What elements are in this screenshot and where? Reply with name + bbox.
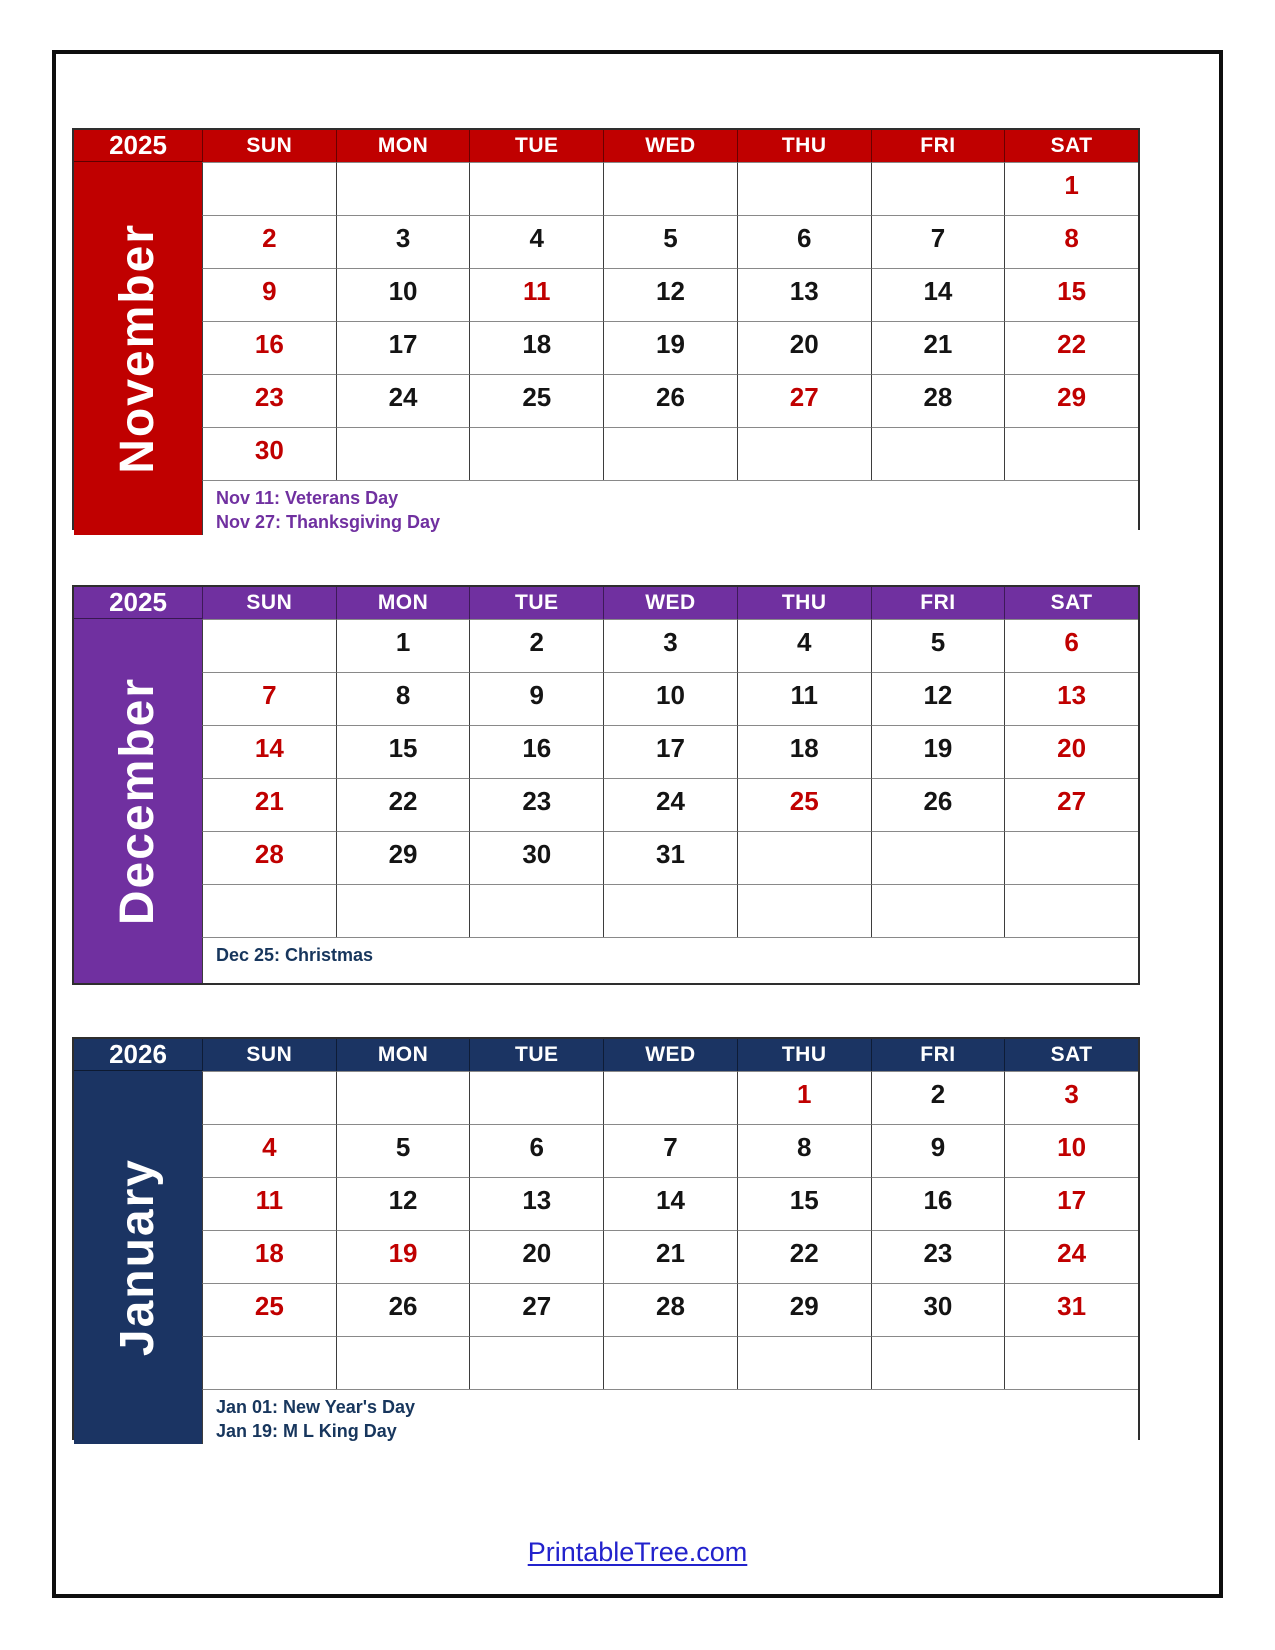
date-cell-december-2: 2 xyxy=(469,619,603,672)
day-header-fri: FRI xyxy=(871,130,1005,162)
empty-date-cell xyxy=(603,884,737,937)
date-cell-december-13: 13 xyxy=(1004,672,1138,725)
date-cell-january-17: 17 xyxy=(1004,1177,1138,1230)
date-cell-november-26: 26 xyxy=(603,374,737,427)
day-header-tue: TUE xyxy=(469,587,603,619)
date-cell-november-11: 11 xyxy=(469,268,603,321)
empty-date-cell xyxy=(737,162,871,215)
empty-date-cell xyxy=(336,1071,470,1124)
date-cell-december-12: 12 xyxy=(871,672,1005,725)
day-header-sun: SUN xyxy=(202,130,336,162)
empty-date-cell xyxy=(202,619,336,672)
date-cell-november-2: 2 xyxy=(202,215,336,268)
day-header-fri: FRI xyxy=(871,1039,1005,1071)
date-cell-january-27: 27 xyxy=(469,1283,603,1336)
date-cell-january-25: 25 xyxy=(202,1283,336,1336)
day-header-sat: SAT xyxy=(1004,130,1138,162)
day-header-fri: FRI xyxy=(871,587,1005,619)
month-band xyxy=(74,162,202,535)
date-cell-december-28: 28 xyxy=(202,831,336,884)
empty-date-cell xyxy=(469,162,603,215)
date-cell-december-14: 14 xyxy=(202,725,336,778)
date-cell-january-1: 1 xyxy=(737,1071,871,1124)
date-cell-december-23: 23 xyxy=(469,778,603,831)
date-cell-november-12: 12 xyxy=(603,268,737,321)
empty-date-cell xyxy=(469,1071,603,1124)
date-cell-december-11: 11 xyxy=(737,672,871,725)
empty-date-cell xyxy=(336,1336,470,1389)
date-cell-november-6: 6 xyxy=(737,215,871,268)
year-label: 2026 xyxy=(74,1039,202,1071)
date-cell-november-28: 28 xyxy=(871,374,1005,427)
month-band xyxy=(74,619,202,983)
date-cell-january-5: 5 xyxy=(336,1124,470,1177)
day-header-mon: MON xyxy=(336,130,470,162)
date-cell-december-4: 4 xyxy=(737,619,871,672)
empty-date-cell xyxy=(1004,427,1138,480)
date-cell-january-14: 14 xyxy=(603,1177,737,1230)
date-cell-november-22: 22 xyxy=(1004,321,1138,374)
day-header-mon: MON xyxy=(336,587,470,619)
date-cell-january-19: 19 xyxy=(336,1230,470,1283)
date-cell-december-29: 29 xyxy=(336,831,470,884)
date-cell-december-27: 27 xyxy=(1004,778,1138,831)
date-cell-december-24: 24 xyxy=(603,778,737,831)
date-cell-january-13: 13 xyxy=(469,1177,603,1230)
date-cell-november-30: 30 xyxy=(202,427,336,480)
date-cell-january-8: 8 xyxy=(737,1124,871,1177)
empty-date-cell xyxy=(871,831,1005,884)
empty-date-cell xyxy=(336,162,470,215)
date-cell-december-5: 5 xyxy=(871,619,1005,672)
date-cell-december-18: 18 xyxy=(737,725,871,778)
date-cell-january-28: 28 xyxy=(603,1283,737,1336)
date-cell-december-21: 21 xyxy=(202,778,336,831)
month-name-label: December xyxy=(111,676,164,926)
date-cell-november-23: 23 xyxy=(202,374,336,427)
date-cell-december-9: 9 xyxy=(469,672,603,725)
empty-date-cell xyxy=(737,831,871,884)
empty-date-cell xyxy=(737,427,871,480)
day-header-tue: TUE xyxy=(469,130,603,162)
date-cell-january-18: 18 xyxy=(202,1230,336,1283)
date-cell-december-8: 8 xyxy=(336,672,470,725)
date-cell-january-10: 10 xyxy=(1004,1124,1138,1177)
date-cell-january-26: 26 xyxy=(336,1283,470,1336)
day-header-wed: WED xyxy=(603,587,737,619)
empty-date-cell xyxy=(469,427,603,480)
date-cell-november-13: 13 xyxy=(737,268,871,321)
date-cell-november-4: 4 xyxy=(469,215,603,268)
date-cell-january-2: 2 xyxy=(871,1071,1005,1124)
day-header-thu: THU xyxy=(737,587,871,619)
date-cell-november-29: 29 xyxy=(1004,374,1138,427)
date-cell-december-22: 22 xyxy=(336,778,470,831)
date-cell-january-23: 23 xyxy=(871,1230,1005,1283)
date-cell-january-3: 3 xyxy=(1004,1071,1138,1124)
holiday-notes xyxy=(202,480,1138,535)
year-label: 2025 xyxy=(74,587,202,619)
date-cell-december-15: 15 xyxy=(336,725,470,778)
date-cell-december-10: 10 xyxy=(603,672,737,725)
day-header-thu: THU xyxy=(737,130,871,162)
calendar-december-2025 xyxy=(72,585,1140,985)
footer-link[interactable]: PrintableTree.com xyxy=(527,1537,748,1567)
day-header-sat: SAT xyxy=(1004,587,1138,619)
date-cell-january-7: 7 xyxy=(603,1124,737,1177)
empty-date-cell xyxy=(1004,884,1138,937)
empty-date-cell xyxy=(336,884,470,937)
empty-date-cell xyxy=(737,1336,871,1389)
date-cell-december-30: 30 xyxy=(469,831,603,884)
calendar-november-2025 xyxy=(72,128,1140,533)
date-cell-november-21: 21 xyxy=(871,321,1005,374)
empty-date-cell xyxy=(603,1071,737,1124)
day-header-sun: SUN xyxy=(202,1039,336,1071)
holiday-note: Nov 11: Veterans Day xyxy=(216,488,399,508)
date-cell-november-17: 17 xyxy=(336,321,470,374)
date-cell-november-15: 15 xyxy=(1004,268,1138,321)
month-band xyxy=(74,1071,202,1444)
day-header-sun: SUN xyxy=(202,587,336,619)
empty-date-cell xyxy=(469,1336,603,1389)
date-cell-january-6: 6 xyxy=(469,1124,603,1177)
date-cell-december-25: 25 xyxy=(737,778,871,831)
date-cell-november-19: 19 xyxy=(603,321,737,374)
holiday-notes xyxy=(202,937,1138,983)
month-name-label: January xyxy=(111,1158,164,1357)
date-cell-november-24: 24 xyxy=(336,374,470,427)
day-header-thu: THU xyxy=(737,1039,871,1071)
date-cell-november-5: 5 xyxy=(603,215,737,268)
date-cell-november-1: 1 xyxy=(1004,162,1138,215)
date-cell-december-20: 20 xyxy=(1004,725,1138,778)
date-cell-january-21: 21 xyxy=(603,1230,737,1283)
day-header-tue: TUE xyxy=(469,1039,603,1071)
empty-date-cell xyxy=(603,427,737,480)
empty-date-cell xyxy=(737,884,871,937)
holiday-note: Nov 27: Thanksgiving Day xyxy=(216,512,441,533)
empty-date-cell xyxy=(202,1071,336,1124)
date-cell-january-22: 22 xyxy=(737,1230,871,1283)
date-cell-december-26: 26 xyxy=(871,778,1005,831)
empty-date-cell xyxy=(871,162,1005,215)
date-cell-november-27: 27 xyxy=(737,374,871,427)
date-cell-december-19: 19 xyxy=(871,725,1005,778)
day-header-mon: MON xyxy=(336,1039,470,1071)
date-cell-december-16: 16 xyxy=(469,725,603,778)
date-cell-january-16: 16 xyxy=(871,1177,1005,1230)
date-cell-november-9: 9 xyxy=(202,268,336,321)
holiday-note: Jan 19: M L King Day xyxy=(216,1421,397,1442)
date-cell-november-8: 8 xyxy=(1004,215,1138,268)
empty-date-cell xyxy=(603,162,737,215)
date-cell-december-7: 7 xyxy=(202,672,336,725)
day-header-wed: WED xyxy=(603,130,737,162)
empty-date-cell xyxy=(202,1336,336,1389)
holiday-notes xyxy=(202,1389,1138,1444)
date-cell-november-25: 25 xyxy=(469,374,603,427)
empty-date-cell xyxy=(202,884,336,937)
empty-date-cell xyxy=(871,884,1005,937)
date-cell-november-7: 7 xyxy=(871,215,1005,268)
day-header-wed: WED xyxy=(603,1039,737,1071)
date-cell-november-3: 3 xyxy=(336,215,470,268)
holiday-note: Dec 25: Christmas xyxy=(216,945,374,965)
date-cell-january-11: 11 xyxy=(202,1177,336,1230)
date-cell-january-24: 24 xyxy=(1004,1230,1138,1283)
empty-date-cell xyxy=(1004,831,1138,884)
month-name-label: November xyxy=(111,222,164,474)
date-cell-november-20: 20 xyxy=(737,321,871,374)
date-cell-january-29: 29 xyxy=(737,1283,871,1336)
date-cell-december-6: 6 xyxy=(1004,619,1138,672)
year-label: 2025 xyxy=(74,130,202,162)
empty-date-cell xyxy=(603,1336,737,1389)
date-cell-january-20: 20 xyxy=(469,1230,603,1283)
empty-date-cell xyxy=(871,1336,1005,1389)
empty-date-cell xyxy=(336,427,470,480)
date-cell-january-15: 15 xyxy=(737,1177,871,1230)
date-cell-january-4: 4 xyxy=(202,1124,336,1177)
empty-date-cell xyxy=(871,427,1005,480)
empty-date-cell xyxy=(202,162,336,215)
date-cell-december-3: 3 xyxy=(603,619,737,672)
date-cell-november-14: 14 xyxy=(871,268,1005,321)
date-cell-january-31: 31 xyxy=(1004,1283,1138,1336)
date-cell-november-18: 18 xyxy=(469,321,603,374)
empty-date-cell xyxy=(469,884,603,937)
date-cell-november-10: 10 xyxy=(336,268,470,321)
holiday-note: Jan 01: New Year's Day xyxy=(216,1397,416,1417)
empty-date-cell xyxy=(1004,1336,1138,1389)
calendar-january-2026 xyxy=(72,1037,1140,1440)
date-cell-january-12: 12 xyxy=(336,1177,470,1230)
date-cell-january-30: 30 xyxy=(871,1283,1005,1336)
date-cell-november-16: 16 xyxy=(202,321,336,374)
day-header-sat: SAT xyxy=(1004,1039,1138,1071)
footer xyxy=(0,1537,1275,1568)
date-cell-december-17: 17 xyxy=(603,725,737,778)
date-cell-december-31: 31 xyxy=(603,831,737,884)
date-cell-december-1: 1 xyxy=(336,619,470,672)
date-cell-january-9: 9 xyxy=(871,1124,1005,1177)
